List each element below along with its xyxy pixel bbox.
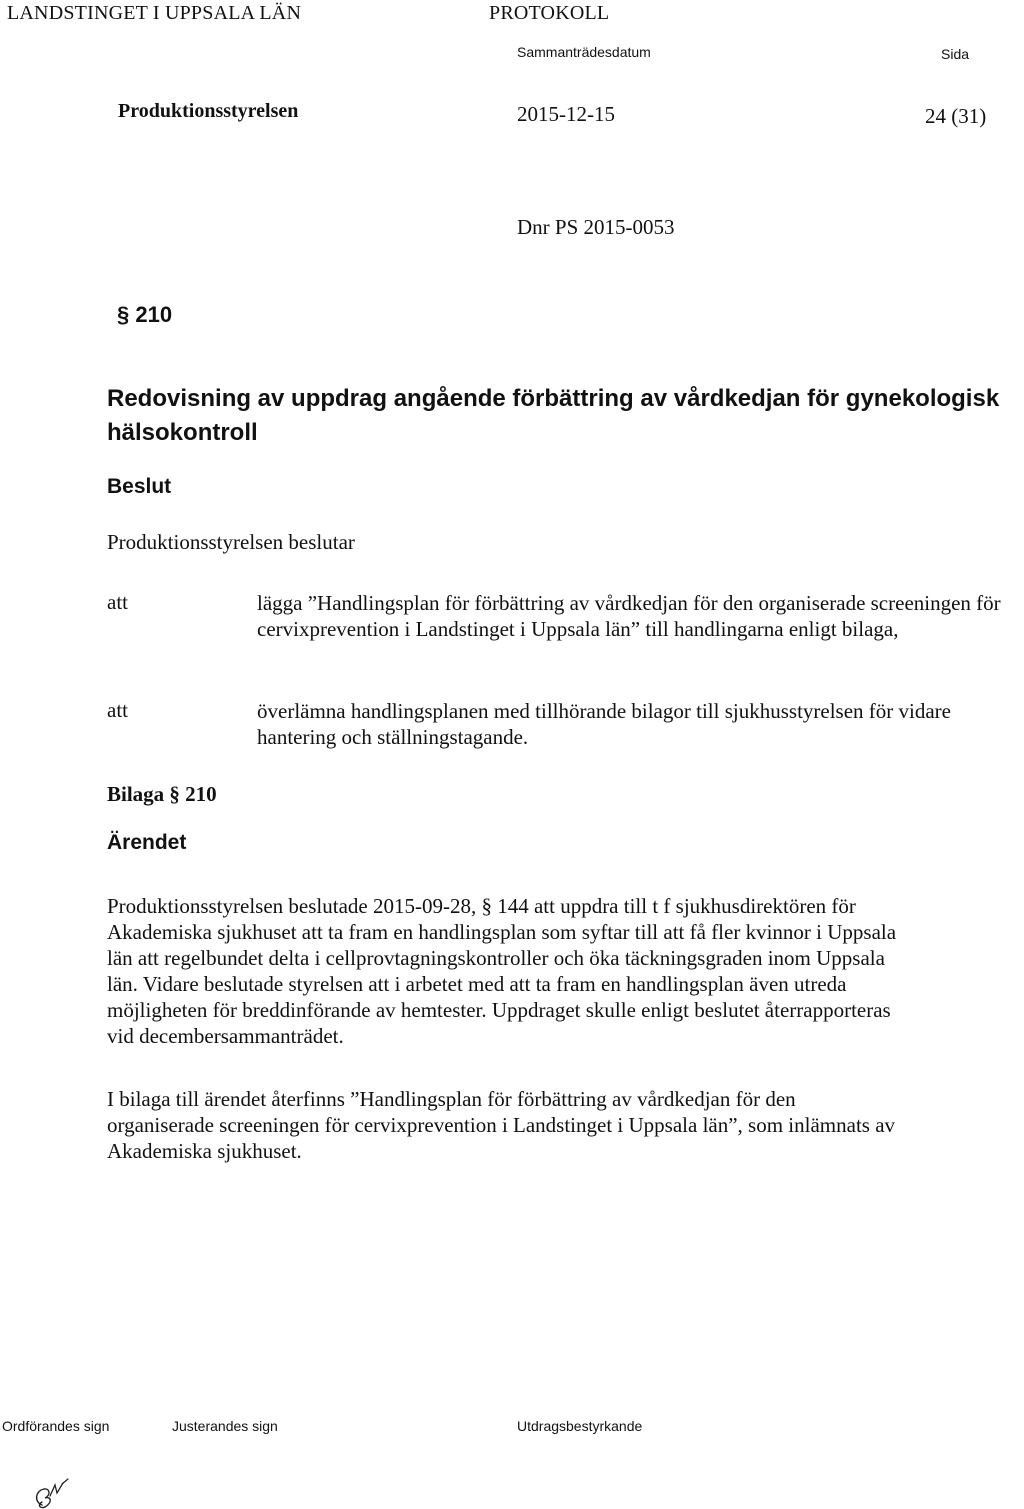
decision-heading: Beslut <box>107 475 172 498</box>
clause-marker: att <box>107 698 128 722</box>
paragraph-number: § 210 <box>117 302 173 327</box>
matter-heading: Ärendet <box>107 831 187 854</box>
matter-paragraph: I bilaga till ärendet återfinns ”Handlingsplan för förbättring av vårdkedjan för den organiserade screeningen för cervixprevention i Landstinget i Uppsala län”, som inlämnats av Akademiska sjukhuset. <box>107 1087 896 1163</box>
board-name: Produktionsstyrelsen <box>118 100 299 122</box>
clause-text: överlämna handlingsplanen med tillhörande bilagor till sjukhusstyrelsen för vidare hantering och ställningstagande. <box>257 699 951 749</box>
matter-title: Redovisning av uppdrag angående förbättring av vårdkedjan för gynekologisk hälsokontroll <box>107 385 1000 446</box>
organization-name: LANDSTINGET I UPPSALA LÄN <box>7 2 302 24</box>
decision-intro: Produktionsstyrelsen beslutar <box>107 530 355 554</box>
handwritten-initials <box>32 1474 102 1509</box>
clause-text: lägga ”Handlingsplan för förbättring av vårdkedjan för den organiserade screeningen för cervixprevention i Landstinget i Uppsala län” till handlingarna enligt bilaga, <box>257 591 1001 641</box>
chair-signature-label: Ordförandes sign <box>2 1418 110 1434</box>
certification-label: Utdragsbestyrkande <box>517 1418 643 1434</box>
adjuster-signature-label: Justerandes sign <box>172 1418 278 1434</box>
clause-marker: att <box>107 590 128 614</box>
meeting-date: 2015-12-15 <box>517 102 615 126</box>
date-label: Sammanträdesdatum <box>517 44 651 60</box>
attachment-reference: Bilaga § 210 <box>107 782 217 806</box>
registration-number: Dnr PS 2015-0053 <box>517 215 675 239</box>
document-type: PROTOKOLL <box>489 2 610 24</box>
matter-paragraph: Produktionsstyrelsen beslutade 2015-09-28, § 144 att uppdra till t f sjukhusdirektören för Akademiska sjukhuset att ta fram en handlingsplan som syftar till att få fler kvinnor i Uppsala län att regelbundet delta i cellprovtagningskontroller och öka täckningsgraden inom Uppsala län. Vidare beslutade styrelsen att i arbetet med att ta fram en handlingsplan även utreda möjligheten för breddinförande av hemtester. Uppdraget skulle enligt beslutet återrapporteras vid decembersammanträdet. <box>107 894 897 1048</box>
page-label: Sida <box>941 46 970 62</box>
page-number: 24 (31) <box>925 104 987 128</box>
